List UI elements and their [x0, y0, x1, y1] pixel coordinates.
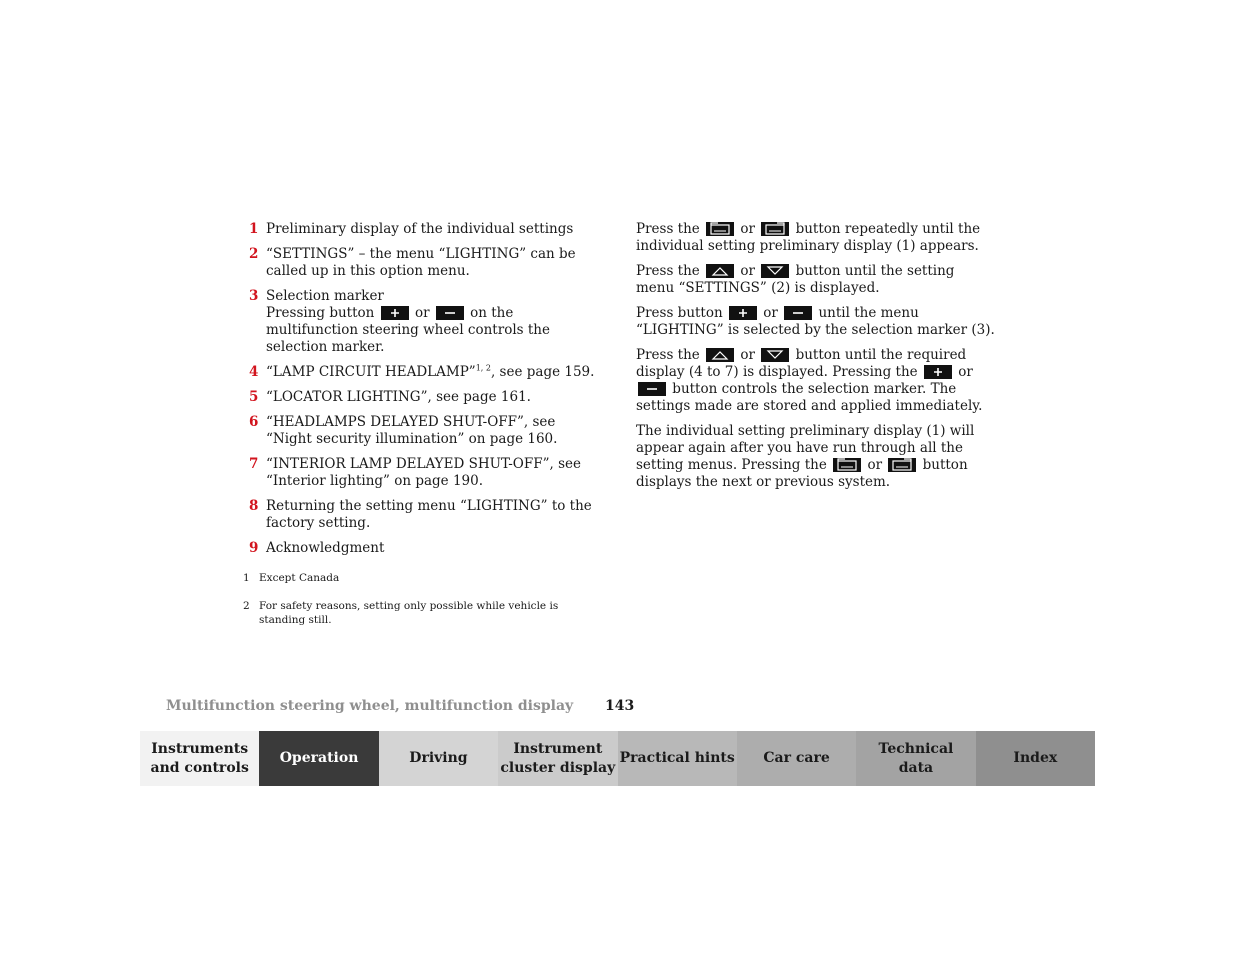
legend-text: , see page 159.: [490, 364, 595, 380]
legend-text: Selection marker: [266, 288, 384, 304]
instruction-text: button repeatedly until the individual setting preliminary display (1) appears.: [636, 221, 981, 254]
instruction-text: or: [958, 364, 973, 380]
instruction-text: button displays the next or previous system.: [636, 457, 968, 490]
legend-item: [240, 246, 600, 280]
chapter-tabs: [140, 731, 1095, 786]
plus-button-icon: [924, 365, 952, 379]
legend-item: [240, 498, 600, 532]
instruction-text: or: [740, 221, 755, 237]
instruction-paragraph: [636, 221, 996, 255]
tab-index[interactable]: Index: [976, 731, 1095, 786]
minus-button-icon: [638, 382, 666, 396]
tab-instruments-and-controls[interactable]: Instruments and controls: [140, 731, 259, 786]
legend-text: “INTERIOR LAMP DELAYED SHUT-OFF”, see “Interior lighting” on page 190.: [266, 456, 581, 489]
tab-car-care[interactable]: Car care: [737, 731, 856, 786]
legend-text: “HEADLAMPS DELAYED SHUT-OFF”, see “Night security illumination” on page 160.: [266, 414, 558, 447]
legend-text: Acknowledgment: [266, 540, 385, 556]
tab-instrument-cluster-display[interactable]: Instrument cluster display: [498, 731, 617, 786]
tab-driving[interactable]: Driving: [379, 731, 498, 786]
instruction-text: button until the setting menu “SETTINGS” (2) is displayed.: [636, 263, 955, 296]
instructions-column: [636, 221, 996, 499]
instruction-text: until the menu “LIGHTING” is selected by the selection marker (3).: [636, 305, 995, 338]
footnote: [240, 599, 600, 627]
instruction-text: Press the: [636, 221, 700, 237]
legend-number: 4: [249, 364, 259, 380]
instruction-text: or: [740, 347, 755, 363]
instruction-text: button controls the selection marker. The settings made are stored and applied immediately.: [636, 381, 983, 414]
legend-item: [240, 414, 600, 448]
legend-text: Preliminary display of the individual settings: [266, 221, 574, 237]
page-number: 143: [605, 698, 635, 714]
instruction-text: Press the: [636, 347, 700, 363]
legend-text: “LOCATOR LIGHTING”, see page 161.: [266, 389, 531, 405]
legend-number: 2: [249, 246, 259, 262]
instruction-paragraph: [636, 423, 996, 491]
legend-item: [240, 389, 600, 406]
legend-number: 7: [249, 456, 259, 472]
tab-technical-data[interactable]: Technical data: [856, 731, 975, 786]
legend-number: 3: [249, 288, 259, 304]
minus-button-icon: [784, 306, 812, 320]
next-system-button-icon: [888, 458, 916, 472]
scroll-up-button-icon: [706, 348, 734, 362]
legend-item: [240, 456, 600, 490]
footnote-text: For safety reasons, setting only possible while vehicle is standing still.: [259, 600, 559, 626]
legend-number: 1: [249, 221, 259, 237]
legend-number: 5: [249, 389, 259, 405]
section-title: Multifunction steering wheel, multifunction display: [166, 698, 574, 714]
instruction-text: button until the required display (4 to 7) is displayed. Pressing the: [636, 347, 967, 380]
legend-text: on the multifunction steering wheel controls the selection marker.: [266, 305, 550, 355]
prev-system-button-icon: [833, 458, 861, 472]
instruction-text: or: [763, 305, 778, 321]
next-system-button-icon: [761, 222, 789, 236]
instruction-paragraph: [636, 305, 996, 339]
legend-text: “SETTINGS” – the menu “LIGHTING” can be called up in this option menu.: [266, 246, 576, 279]
instruction-paragraph: [636, 347, 996, 415]
legend-text: or: [414, 305, 430, 321]
plus-button-icon: [729, 306, 757, 320]
instruction-text: Press button: [636, 305, 723, 321]
plus-button-icon: [381, 306, 409, 320]
instruction-text: The individual setting preliminary display (1) will appear again after you have run through all the setting menus. Pressing the: [636, 423, 975, 473]
legend-item: [240, 364, 600, 381]
footnote-ref: 1, 2: [475, 363, 491, 373]
tab-practical-hints[interactable]: Practical hints: [618, 731, 737, 786]
legend-item: [240, 288, 600, 356]
legend-item: [240, 221, 600, 238]
instruction-text: or: [740, 263, 755, 279]
instruction-text: Press the: [636, 263, 700, 279]
legend-number: 6: [249, 414, 259, 430]
legend-number: 8: [249, 498, 259, 514]
footnote-number: 2: [243, 600, 250, 612]
legend-number: 9: [249, 540, 259, 556]
legend-text: “LAMP CIRCUIT HEADLAMP”: [266, 364, 476, 380]
minus-button-icon: [436, 306, 464, 320]
footnote-number: 1: [243, 572, 250, 584]
instruction-text: or: [867, 457, 883, 473]
footnote-text: Except Canada: [259, 572, 340, 584]
scroll-down-button-icon: [761, 264, 789, 278]
footnote: [240, 571, 600, 585]
footnotes: [240, 571, 600, 627]
instruction-paragraph: [636, 263, 996, 297]
tab-operation[interactable]: Operation: [259, 731, 378, 786]
scroll-down-button-icon: [761, 348, 789, 362]
legend-text: Returning the setting menu “LIGHTING” to the factory setting.: [266, 498, 592, 531]
scroll-up-button-icon: [706, 264, 734, 278]
legend-column: [240, 221, 600, 641]
legend-item: [240, 540, 600, 557]
legend-text: Pressing button: [266, 305, 375, 321]
prev-system-button-icon: [706, 222, 734, 236]
